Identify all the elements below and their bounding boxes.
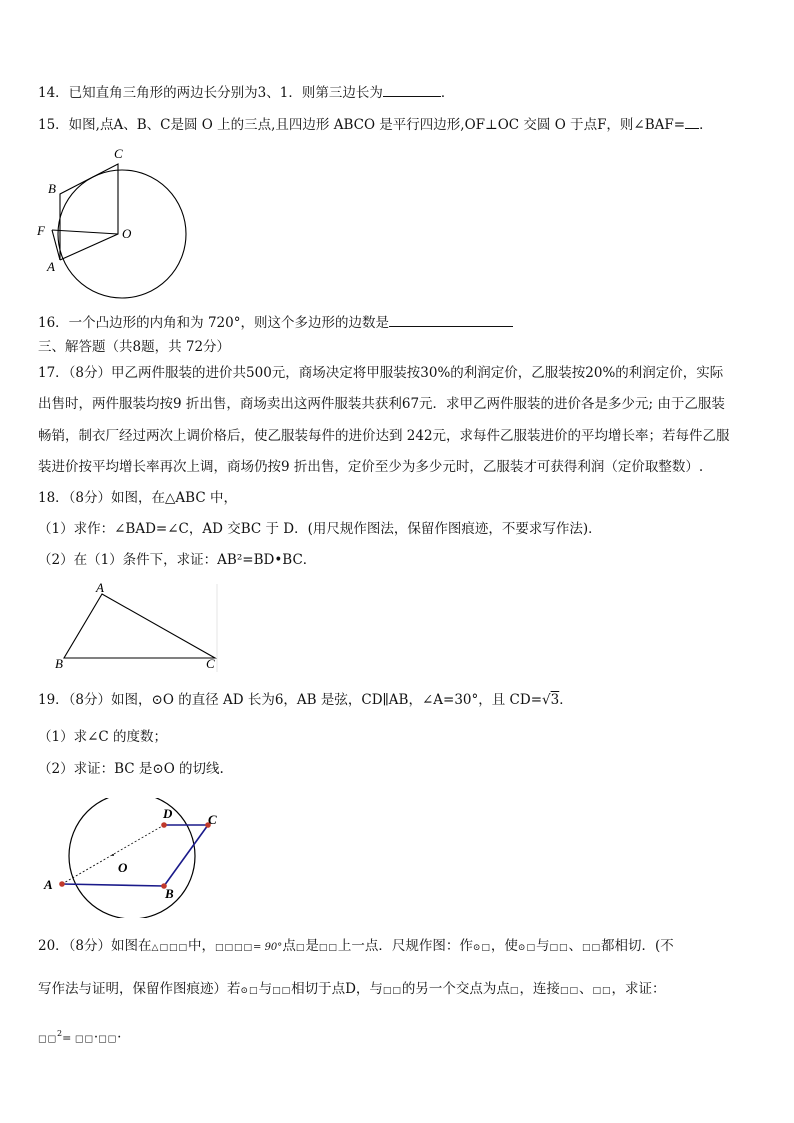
garbled-symbol: □□	[592, 986, 612, 996]
question-15	[38, 114, 713, 135]
question-14-text: 14．已知直角三角形的两边长分别为3、1．则第三边长为	[38, 85, 383, 101]
q20-text: 的另一个交点为点	[401, 981, 510, 997]
point-o	[112, 854, 114, 856]
q20-text: =	[62, 1031, 75, 1045]
label-c: C	[206, 656, 215, 671]
q19-part2-text: （2）求证：BC 是⊙O 的切线.	[38, 761, 224, 777]
question-17-line-2	[38, 394, 725, 414]
garbled-symbol: □	[481, 943, 491, 953]
question-19-title	[38, 690, 573, 710]
figure-15	[30, 142, 190, 302]
q19-title-text: 19．（8分）如图，⊙O 的直径 AD 长为6，AB 是弦，CD∥AB，∠A=30°，且 CD=	[38, 692, 543, 708]
circle-o	[69, 798, 195, 918]
superscript: 2	[57, 1029, 63, 1038]
q20-text: ·	[117, 1029, 122, 1046]
q19-end: ．	[559, 692, 573, 708]
label-a: A	[44, 877, 53, 892]
q17-text-1: 17．（8分）甲乙两件服装的进价共500元，商场决定将甲服装按30%的利润定价，乙服装按20%的利润定价，实际	[38, 365, 724, 381]
q17-text-3: 畅销，制衣厂经过两次上调价格后，使乙服装每件的进价达到 242元，求每件乙服装进价的平均增长率；若每件乙服	[38, 428, 730, 444]
garbled-symbol: □	[295, 943, 306, 953]
chord-ab	[62, 884, 164, 886]
question-15-end: ．	[699, 117, 713, 133]
q20-text: ，使	[490, 938, 518, 954]
q20-text: 20．（8分）如图在	[38, 938, 152, 954]
label-d: D	[163, 806, 173, 821]
answer-blank	[685, 114, 699, 129]
q17-text-4: 装进价按平均增长率再次上调，商场仍按9 折出售，定价至少为多少元时，乙服装才可获得利润（定价取整数）.	[38, 459, 704, 475]
label-o: O	[118, 860, 128, 875]
q20-text: 相切于点D，与	[291, 981, 383, 997]
section-heading-text: 三、解答题（共8题，共 72分）	[38, 339, 231, 355]
q20-text: 都相切．(不	[601, 938, 674, 954]
q18-part1-text: （1）求作：∠BAD=∠C，AD 交BC 于 D．(用尺规作图法，保留作图痕迹，不要求写作法)．	[38, 521, 602, 537]
question-17-line-4	[38, 457, 703, 477]
q20-text: ·	[93, 1029, 99, 1046]
sqrt-symbol: √	[542, 692, 551, 708]
q20-text: 写作法与证明，保留作图痕迹）若	[38, 981, 241, 997]
label-b: B	[55, 656, 63, 671]
question-18-part-1	[38, 519, 602, 539]
question-20-line-3	[38, 1024, 121, 1050]
question-16	[38, 312, 513, 333]
q20-text: 、	[568, 938, 582, 954]
garbled-symbol: □	[178, 943, 188, 953]
garbled-symbol: □	[526, 943, 536, 953]
question-19-part-1	[38, 727, 167, 747]
question-14	[38, 82, 454, 103]
q20-text: 中，	[187, 938, 215, 954]
garbled-symbol: □□	[581, 943, 601, 953]
garbled-symbol: □□	[549, 943, 569, 953]
q18-part2-text: （2）在（1）条件下，求证：AB²=BD•BC．	[38, 552, 317, 568]
question-20-line-1	[38, 936, 674, 958]
question-18-part-2	[38, 550, 316, 570]
answer-blank	[389, 312, 513, 327]
segment-of	[52, 230, 118, 234]
q18-title-text: 18．（8分）如图，在△ABC 中，	[38, 490, 237, 506]
q20-text: 点	[282, 938, 296, 954]
q17-text-2: 出售时，两件服装均按9 折出售，商场卖出这两件服装共获利67元．求甲乙两件服装的进价各是多少元; 由于乙服装	[38, 396, 725, 412]
section-heading	[38, 337, 230, 357]
garbled-symbol: □□	[318, 943, 338, 953]
garbled-symbol: □□	[234, 943, 254, 953]
question-17-line-3	[38, 426, 730, 446]
garbled-symbol: △	[151, 943, 160, 953]
point-d	[161, 822, 167, 828]
garbled-symbol: □□	[559, 986, 579, 996]
garbled-symbol: □□	[272, 986, 292, 996]
q20-text: 与	[258, 981, 273, 997]
label-b: B	[165, 886, 174, 901]
label-a: A	[96, 580, 104, 595]
question-15-text: 15．如图,点A、B、C是圆 O 上的三点,且四边形 ABCO 是平行四边形,OF⊥OC 交圆 O 于点F，则∠BAF=	[38, 117, 686, 133]
label-f: F	[37, 223, 45, 238]
q20-text: 与	[535, 938, 550, 954]
garbled-symbol: □□	[74, 1034, 94, 1045]
segment-bc	[164, 825, 208, 886]
garbled-symbol: □	[249, 986, 259, 996]
label-o: O	[122, 226, 132, 241]
figure-19	[36, 798, 226, 918]
label-a: A	[47, 259, 55, 274]
parallelogram-abco	[60, 164, 118, 260]
garbled-symbol: ⊙	[240, 986, 250, 996]
answer-blank	[383, 82, 441, 97]
question-14-end: ．	[440, 85, 455, 101]
question-16-text: 16．一个凸边形的内角和为 720°，则这个多边形的边数是	[38, 315, 389, 331]
question-20-line-2	[38, 979, 665, 1001]
garbled-symbol: □□	[214, 943, 234, 953]
label-b: B	[48, 181, 56, 196]
point-a	[59, 881, 65, 887]
q20-text: 是	[305, 938, 319, 954]
q20-text: 上一点．尺规作图：作	[337, 938, 473, 954]
sqrt-value: 3	[550, 692, 560, 708]
garbled-symbol: □□	[382, 986, 402, 996]
question-17-line-1	[38, 363, 723, 383]
garbled-equation: = 90°	[253, 942, 283, 953]
triangle-abc	[64, 594, 215, 658]
question-18-title	[38, 488, 237, 508]
garbled-symbol: □□	[159, 943, 179, 953]
garbled-symbol: ⊙	[472, 943, 482, 953]
label-c: C	[114, 146, 123, 161]
q19-part1-text: （1）求∠C 的度数；	[38, 729, 168, 745]
garbled-symbol: □	[509, 986, 520, 996]
garbled-symbol: □□	[98, 1034, 118, 1045]
garbled-symbol: □□	[38, 1034, 58, 1045]
question-19-part-2	[38, 759, 224, 779]
figure-18	[50, 580, 225, 672]
garbled-symbol: ⊙	[517, 943, 527, 953]
q20-text: ，求证：	[611, 981, 666, 997]
q20-text: 、	[578, 981, 593, 997]
label-c: C	[208, 812, 217, 827]
q20-text: ，连接	[519, 981, 560, 997]
